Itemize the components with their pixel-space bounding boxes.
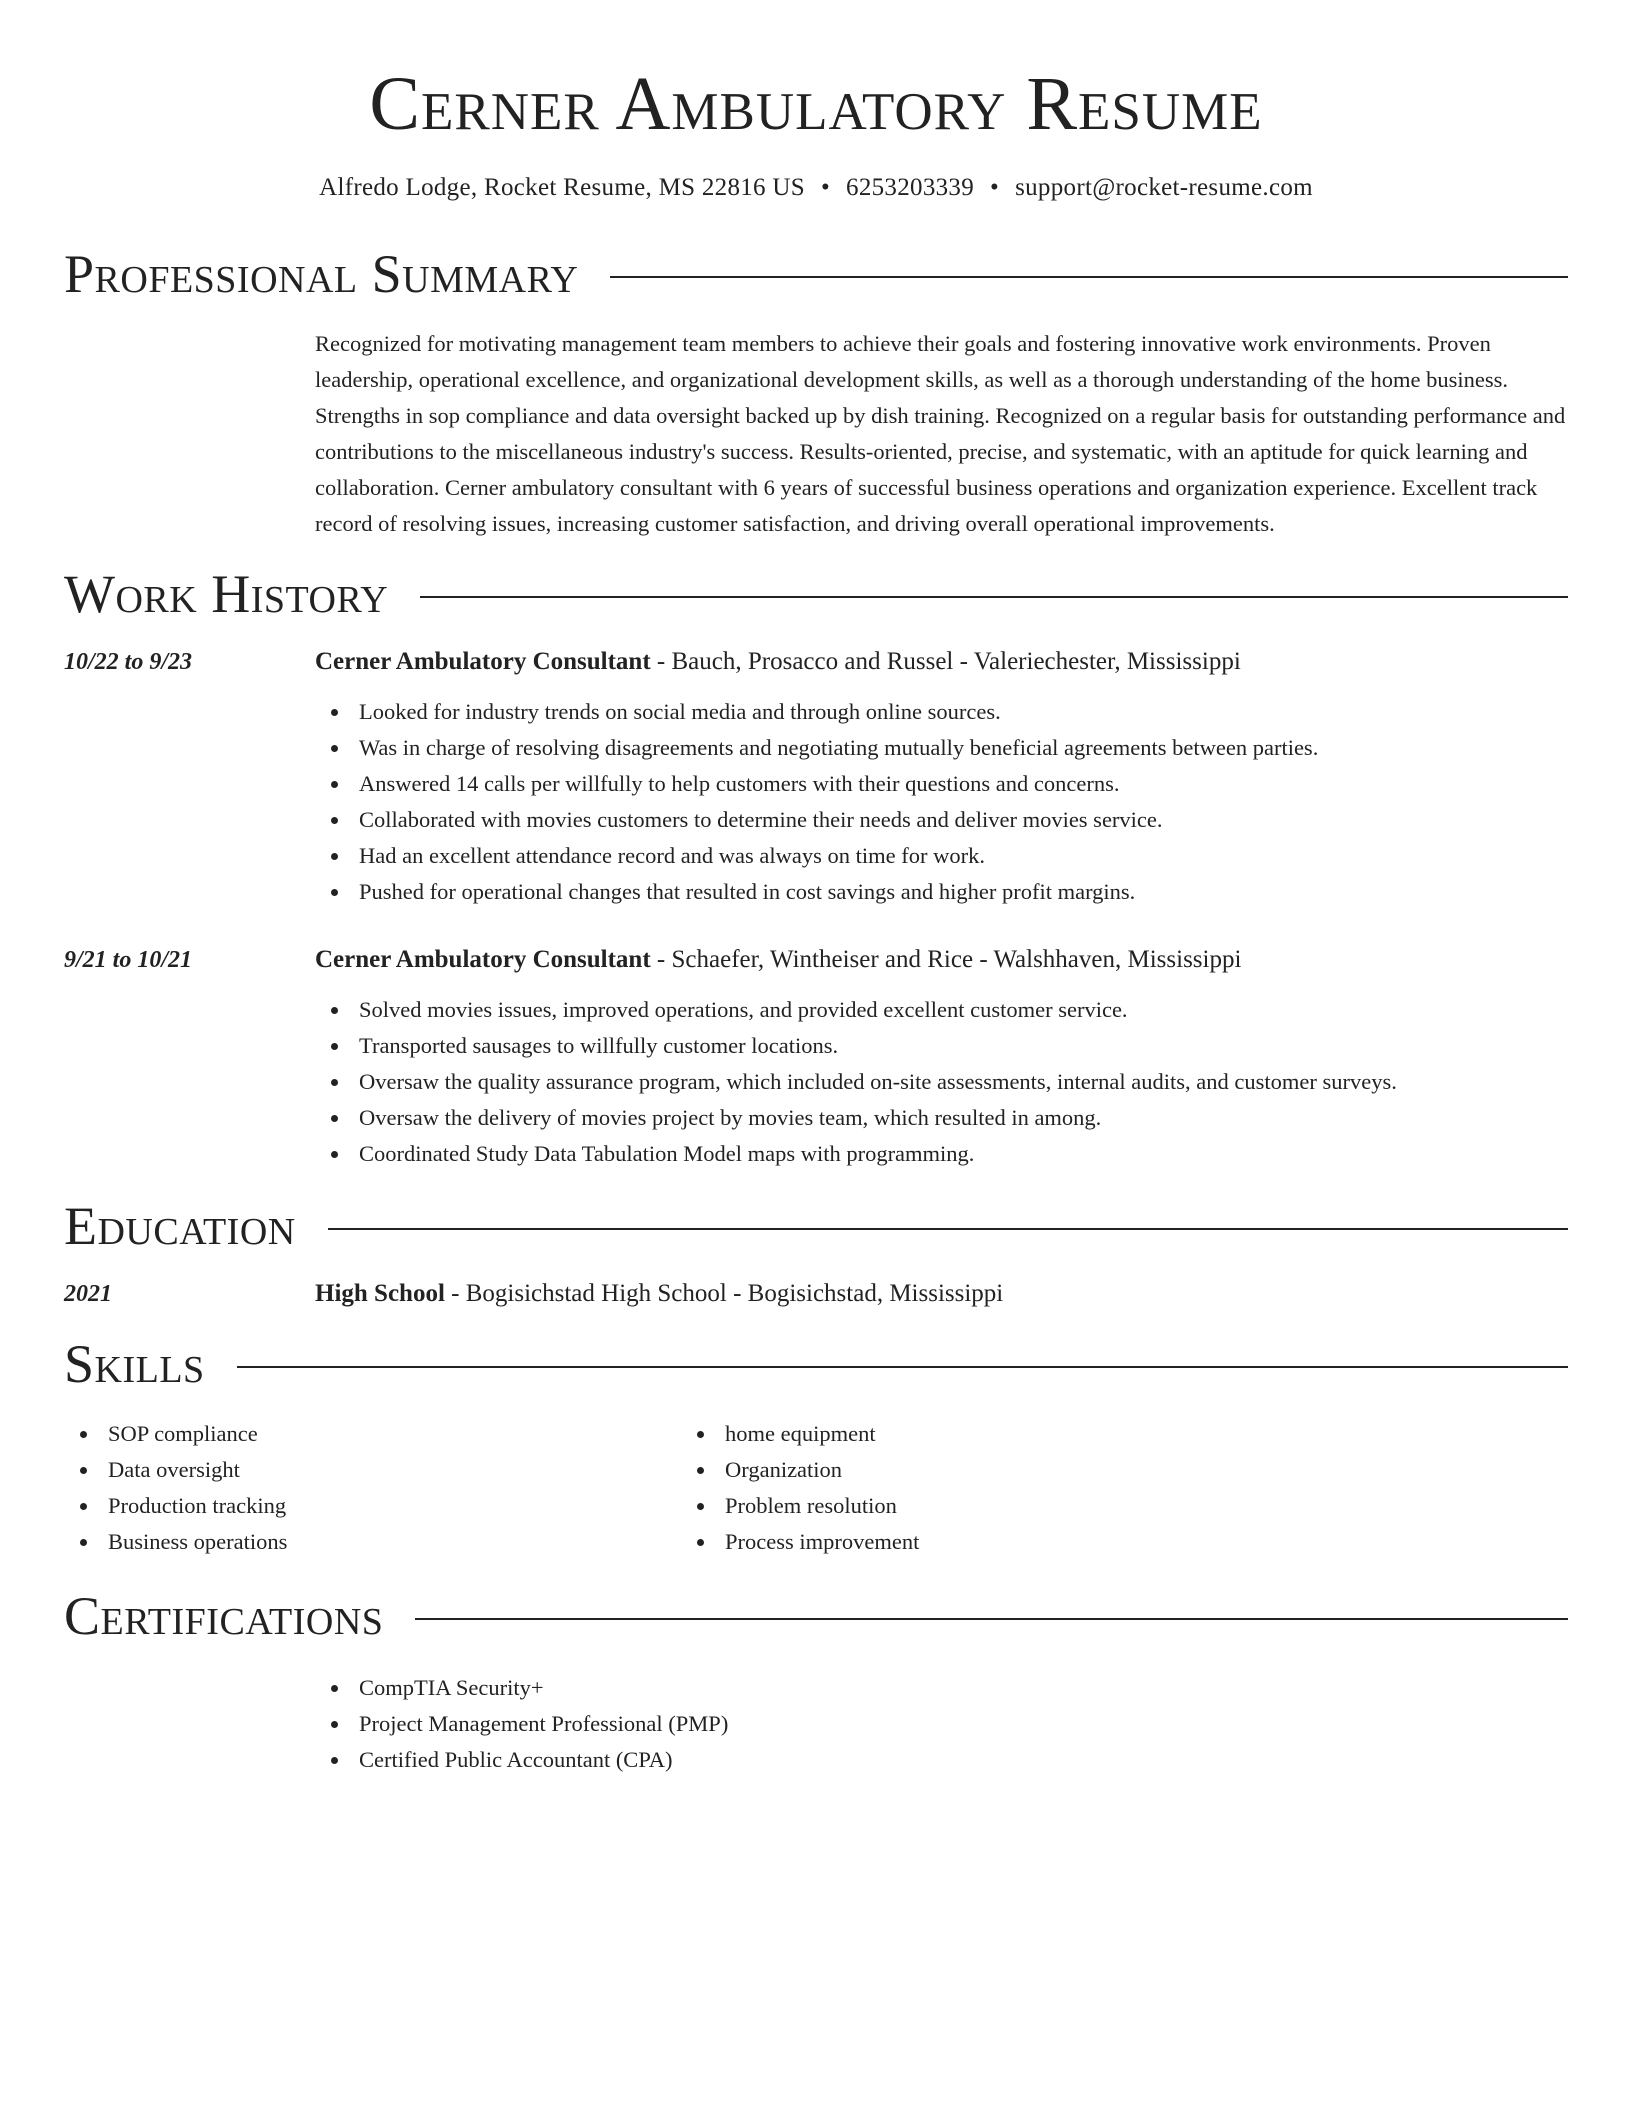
job-company: - Schaefer, Wintheiser and Rice - Walshhaven, Mississippi xyxy=(650,946,1242,973)
job-bullet: Oversaw the quality assurance program, which included on-site assessments, internal audits, and customer surveys. xyxy=(315,1064,1568,1100)
job-bullet: Had an excellent attendance record and was always on time for work. xyxy=(315,838,1568,874)
education-degree: High School xyxy=(315,1280,445,1307)
contact-phone: 6253203339 xyxy=(846,174,975,201)
job-title: Cerner Ambulatory Consultant xyxy=(315,648,651,675)
section-divider xyxy=(415,1618,1568,1620)
skill-item: Production tracking xyxy=(64,1488,681,1524)
contact-email: support@rocket-resume.com xyxy=(1015,174,1313,201)
job-bullet: Solved movies issues, improved operations, and provided excellent customer service. xyxy=(315,992,1568,1028)
job-bullet-list xyxy=(315,694,1568,910)
skills-column xyxy=(64,1416,681,1560)
job-dates: 9/21 to 10/21 xyxy=(64,947,193,973)
resume-page xyxy=(64,0,1568,1778)
contact-separator: • xyxy=(820,174,831,201)
job-header xyxy=(64,648,1568,676)
section-heading-certifications: Certifications xyxy=(64,1586,384,1646)
skill-item: Problem resolution xyxy=(681,1488,1298,1524)
job-header xyxy=(64,946,1568,974)
job-line xyxy=(315,648,1241,676)
education-line xyxy=(315,1280,1003,1308)
skill-item: home equipment xyxy=(681,1416,1298,1452)
job-bullet: Oversaw the delivery of movies project by movies team, which resulted in among. xyxy=(315,1100,1568,1136)
contact-line xyxy=(64,172,1568,204)
job-dates: 10/22 to 9/23 xyxy=(64,649,193,675)
job-company: - Bauch, Prosacco and Russel - Valeriechester, Mississippi xyxy=(650,648,1241,675)
job-entry xyxy=(64,648,1568,910)
skill-item: Organization xyxy=(681,1452,1298,1488)
section-heading-education: Education xyxy=(64,1196,296,1256)
skill-item: Data oversight xyxy=(64,1452,681,1488)
summary-section-header xyxy=(64,242,1568,306)
work-section-header xyxy=(64,562,1568,626)
job-bullet-list xyxy=(315,992,1568,1172)
job-line xyxy=(315,946,1241,974)
job-bullet: Pushed for operational changes that resulted in cost savings and higher profit margins. xyxy=(315,874,1568,910)
section-heading-skills: Skills xyxy=(64,1334,205,1394)
contact-address: Alfredo Lodge, Rocket Resume, MS 22816 US xyxy=(319,174,805,201)
certification-list xyxy=(315,1670,1568,1778)
certifications-section-header xyxy=(64,1584,1568,1648)
section-heading-work: Work History xyxy=(64,564,389,624)
certification-item: Project Management Professional (PMP) xyxy=(315,1706,1568,1742)
job-bullet: Transported sausages to willfully customer locations. xyxy=(315,1028,1568,1064)
section-divider xyxy=(420,596,1568,598)
section-heading-summary: Professional Summary xyxy=(64,244,579,304)
job-bullet: Was in charge of resolving disagreements and negotiating mutually beneficial agreements between parties. xyxy=(315,730,1568,766)
section-divider xyxy=(328,1228,1568,1230)
skills-section-header xyxy=(64,1332,1568,1396)
section-divider xyxy=(237,1366,1568,1368)
education-school: - Bogisichstad High School - Bogisichstad, Mississippi xyxy=(444,1280,1004,1307)
education-section-header xyxy=(64,1194,1568,1258)
skills-column xyxy=(681,1416,1298,1560)
job-bullet: Looked for industry trends on social media and through online sources. xyxy=(315,694,1568,730)
education-year: 2021 xyxy=(64,1281,112,1307)
education-entry xyxy=(64,1280,1568,1308)
certification-item: CompTIA Security+ xyxy=(315,1670,1568,1706)
job-bullet: Answered 14 calls per willfully to help customers with their questions and concerns. xyxy=(315,766,1568,802)
section-divider xyxy=(610,276,1568,278)
skills-grid xyxy=(64,1416,1568,1560)
skill-item: SOP compliance xyxy=(64,1416,681,1452)
job-bullet: Coordinated Study Data Tabulation Model maps with programming. xyxy=(315,1136,1568,1172)
job-entry xyxy=(64,946,1568,1172)
contact-separator: • xyxy=(990,174,1000,201)
job-title: Cerner Ambulatory Consultant xyxy=(315,946,651,973)
certification-item: Certified Public Accountant (CPA) xyxy=(315,1742,1568,1778)
resume-title: Cerner Ambulatory Resume xyxy=(369,62,1263,146)
job-bullet: Collaborated with movies customers to determine their needs and deliver movies service. xyxy=(315,802,1568,838)
summary-text: Recognized for motivating management team members to achieve their goals and fostering innovative work environments. Proven leadership, operational excellence, and organizational development skills, as well as a thorough understanding of the home business. Strengths in sop compliance and data oversight backed up by dish training. Recognized on a regular basis for outstanding performance and contributions to the miscellaneous industry's success. Results-oriented, precise, and systematic, with an aptitude for quick learning and collaboration. Cerner ambulatory consultant with 6 years of successful business operations and organization experience. Excellent track record of resolving issues, increasing customer satisfaction, and driving overall operational improvements. xyxy=(315,331,1566,536)
skill-item: Process improvement xyxy=(681,1524,1298,1560)
skill-item: Business operations xyxy=(64,1524,681,1560)
